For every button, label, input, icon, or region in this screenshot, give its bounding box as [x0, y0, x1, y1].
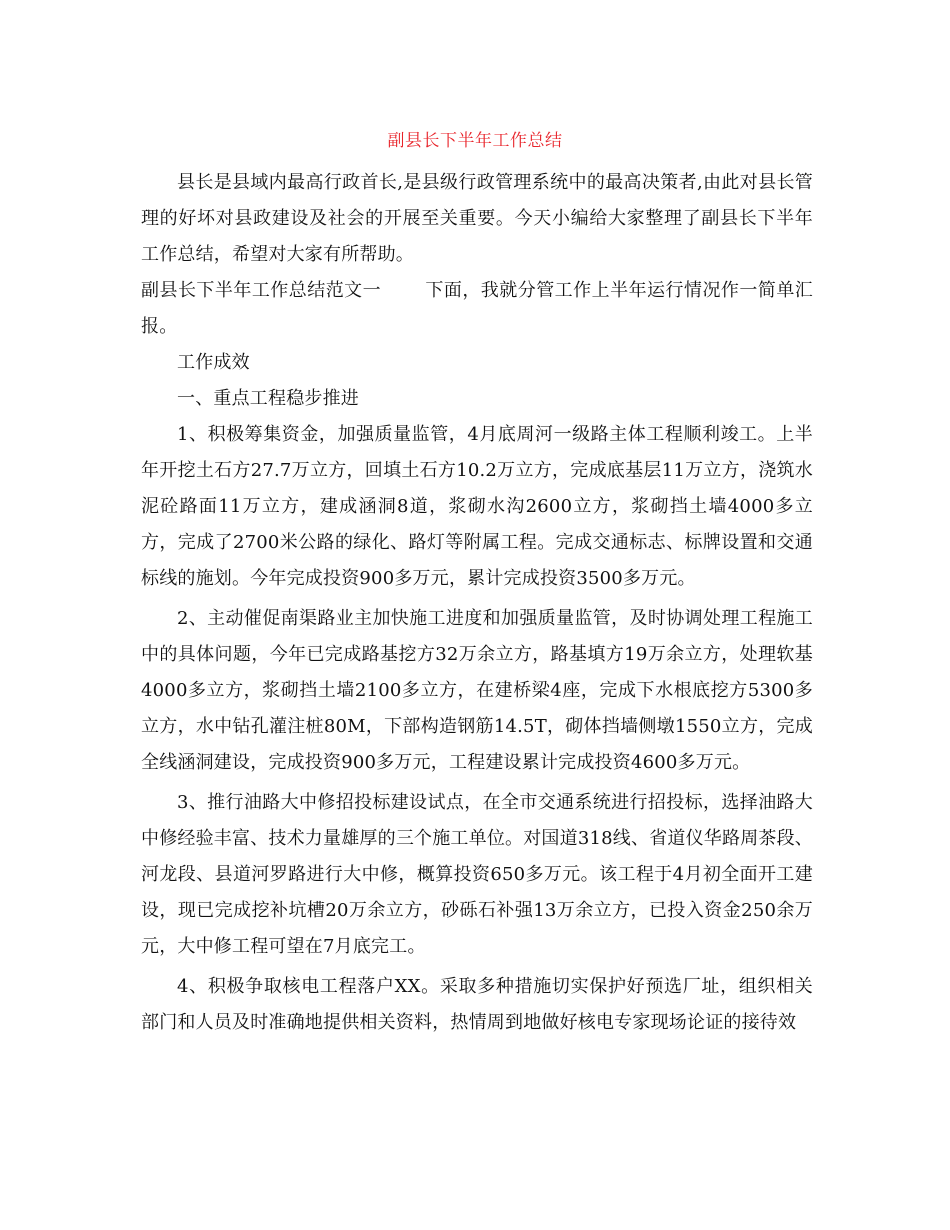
- sample-line: [141, 273, 813, 345]
- list-item-4: 4、积极争取核电工程落户XX。采取多种措施切实保护好预选厂址，组织相关部门和人员及时准确地提供相关资料，热情周到地做好核电专家现场论证的接待效: [141, 976, 813, 1033]
- subsection-heading-1: 一、重点工程稳步推进: [177, 388, 359, 409]
- list-item-1: 1、积极筹集资金，加强质量监管，4月底周河一级路主体工程顺利竣工。上半年开挖土石方27.7万立方，回填土石方10.2万立方，完成底基层11万立方，浇筑水泥砼路面11万立方，建成涵洞8道，浆砌水沟2600立方，浆砌挡土墙4000多立方，完成了2700米公路的绿化、路灯等附属工程。完成交通标志、标牌设置和交通标线的施划。今年完成投资900多万元，累计完成投资3500多万元。: [141, 424, 813, 589]
- list-item-2: 2、主动催促南渠路业主加快施工进度和加强质量监管，及时协调处理工程施工中的具体问题，今年已完成路基挖方32万余立方，路基填方19万余立方，处理软基4000多立方，浆砌挡土墙2100多立方，在建桥梁4座，完成下水根底挖方5300多立方，水中钻孔灌注桩80M，下部构造钢筋14.5T，砌体挡墙侧墩1550立方，完成全线涵洞建设，完成投资900多万元，工程建设累计完成投资4600多万元。: [141, 608, 813, 773]
- document-title: 副县长下半年工作总结: [387, 131, 563, 151]
- list-item-3: 3、推行油路大中修招投标建设试点，在全市交通系统进行招投标，选择油路大中修经验丰富、技术力量雄厚的三个施工单位。对国道318线、省道仪华路周茶段、河龙段、县道河罗路进行大中修，概算投资650多万元。该工程于4月初全面开工建设，现已完成挖补坑槽20万余立方，砂砾石补强13万余立方，已投入资金250余万元，大中修工程可望在7月底完工。: [141, 792, 813, 957]
- sample-opening: 下面，我就分管工作上半年运行情况作一简单汇报。: [141, 280, 813, 337]
- sample-heading: 副县长下半年工作总结范文一: [141, 280, 382, 301]
- intro-paragraph: 县长是县域内最高行政首长,是县级行政管理系统中的最高决策者,由此对县长管理的好坏对县政建设及社会的开展至关重要。今天小编给大家整理了副县长下半年工作总结，希望对大家有所帮助。: [141, 172, 813, 265]
- section-heading: 工作成效: [177, 352, 250, 373]
- document-body: [141, 165, 813, 1041]
